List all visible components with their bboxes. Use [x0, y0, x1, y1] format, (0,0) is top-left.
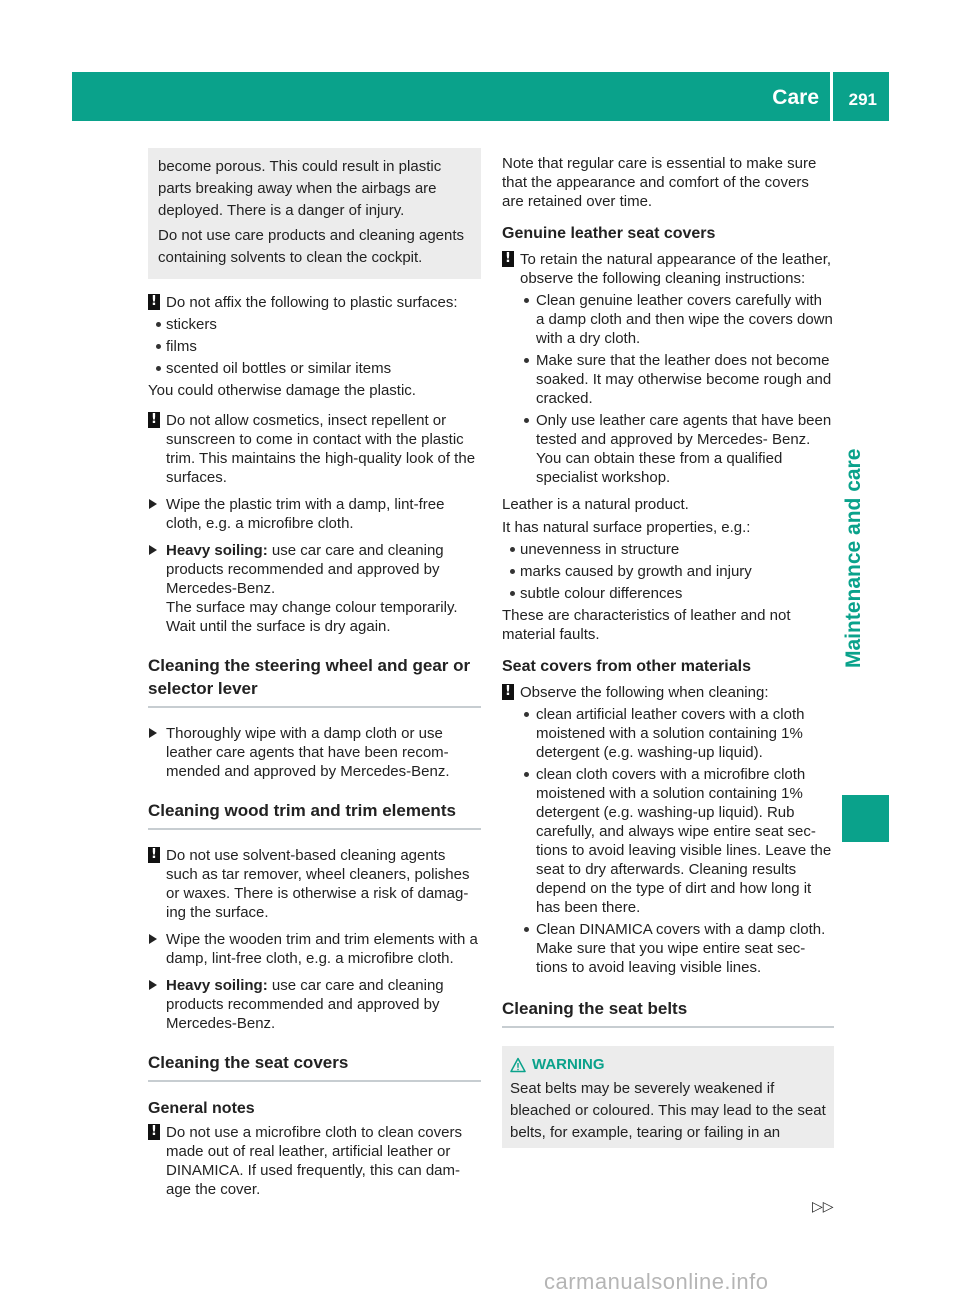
notice-item: [502, 250, 834, 288]
section-heading: Cleaning wood trim and trim elements: [148, 799, 481, 830]
step-text: Thoroughly wipe with a damp cloth or use leather care agents that have been recom- mended and approved by Mercedes-Benz.: [166, 725, 450, 780]
note-box: [148, 148, 481, 279]
paragraph: You could otherwise damage the plastic.: [148, 382, 416, 399]
warning-text: Seat belts may be severely weakened if bleached or coloured. This may lead to the seat belts, for example, tearing or failing in an: [510, 1080, 826, 1141]
arrow-icon: [149, 980, 157, 990]
exclamation-icon: !: [148, 294, 160, 310]
instruction-step: [148, 930, 481, 968]
arrow-icon: [149, 499, 157, 509]
exclamation-icon: !: [148, 412, 160, 428]
list-item: Clean genuine leather covers carefully with a damp cloth and then wipe the covers down with a dry cloth.: [502, 291, 834, 348]
list-item: Clean DINAMICA covers with a damp cloth. Make sure that you wipe entire seat sec- tions to avoid leaving visible lines.: [502, 920, 834, 977]
notice-item: [148, 411, 481, 487]
paragraph: It has natural surface properties, e.g.:: [502, 519, 751, 536]
instruction-step: [148, 976, 481, 1033]
list-item: scented oil bottles or similar items: [148, 359, 481, 378]
list-item: Only use leather care agents that have been tested and approved by Mercedes- Benz. You can obtain these from a qualified specialist workshop.: [502, 411, 834, 487]
warning-box: [502, 1046, 834, 1148]
notice-item: [148, 846, 481, 922]
note-text: Do not use care products and cleaning agents containing solvents to clean the cockpit.: [158, 227, 465, 266]
list-item: subtle colour differences: [502, 584, 834, 603]
warning-triangle-icon: [510, 1057, 526, 1073]
step-note: The surface may change colour temporarily.: [166, 599, 458, 616]
notice-item: [148, 293, 481, 312]
subsection-heading: Seat covers from other materials: [502, 658, 751, 675]
notice-text: Do not use solvent-based cleaning agents such as tar remover, wheel cleaners, polishes or waxes. There is otherwise a risk of damag- ing the surface.: [166, 847, 470, 921]
page-number: 291: [848, 90, 877, 109]
step-emphasis: Heavy soiling:: [166, 977, 268, 994]
list-item: marks caused by growth and injury: [502, 562, 834, 581]
header-bar: [72, 72, 889, 121]
subsection-heading: Genuine leather seat covers: [502, 225, 716, 242]
arrow-icon: [149, 728, 157, 738]
continue-arrows-icon: ▷▷: [812, 1199, 834, 1215]
right-column: [502, 148, 834, 1148]
instruction-step: [148, 541, 481, 636]
list-item: unevenness in structure: [502, 540, 834, 559]
step-text: Wipe the wooden trim and trim elements with a damp, lint-free cloth, e.g. a microfibre cloth.: [166, 931, 478, 967]
notice-text: Observe the following when cleaning:: [520, 684, 769, 701]
exclamation-icon: !: [502, 684, 514, 700]
header-divider: [830, 72, 833, 121]
list-item: clean cloth covers with a microfibre cloth moistened with a solution containing 1% detergent (e.g. washing-up liquid). Rub carefully, and always wipe entire seat sec- tions to avoid leaving visible lines. Leave the seat to dry afterwards. Cleaning results depend on the type of dirt and how long it has been there.: [502, 765, 834, 917]
step-text: Wipe the plastic trim with a damp, lint-free cloth, e.g. a microfibre cloth.: [166, 496, 445, 532]
bullet-list: [502, 540, 834, 603]
instruction-step: [148, 724, 481, 781]
section-heading: Cleaning the seat covers: [148, 1051, 481, 1082]
paragraph: Leather is a natural product.: [502, 496, 689, 513]
paragraph: These are characteristics of leather and not material faults.: [502, 607, 791, 643]
left-column: [148, 148, 481, 1199]
arrow-icon: [149, 545, 157, 555]
exclamation-icon: !: [148, 847, 160, 863]
warning-title: WARNING: [532, 1056, 605, 1073]
step-text: use car care and cleaning products recommended and approved by Mercedes-Benz.: [166, 542, 444, 597]
bullet-list: [502, 705, 834, 977]
exclamation-icon: !: [148, 1124, 160, 1140]
side-tab-marker: [842, 795, 889, 842]
list-item: clean artificial leather covers with a cloth moistened with a solution containing 1% detergent (e.g. washing-up liquid).: [502, 705, 834, 762]
subsection-heading: General notes: [148, 1100, 255, 1117]
exclamation-icon: !: [502, 251, 514, 267]
section-heading: Cleaning the seat belts: [502, 997, 834, 1028]
arrow-icon: [149, 934, 157, 944]
warning-header: [510, 1054, 826, 1076]
step-note: Wait until the surface is dry again.: [166, 618, 391, 635]
notice-text: To retain the natural appearance of the leather, observe the following cleaning instructions:: [520, 251, 832, 287]
note-text: become porous. This could result in plastic parts breaking away when the airbags are deployed. There is a danger of injury.: [158, 158, 442, 219]
section-heading: Cleaning the steering wheel and gear or selector lever: [148, 654, 481, 708]
list-item: Make sure that the leather does not become soaked. It may otherwise become rough and cracked.: [502, 351, 834, 408]
notice-text: Do not allow cosmetics, insect repellent or sunscreen to come in contact with the plastic trim. This maintains the high-quality look of the surfaces.: [166, 412, 476, 486]
list-item: films: [148, 337, 481, 356]
bullet-list: [148, 315, 481, 378]
list-item: stickers: [148, 315, 481, 334]
instruction-step: [148, 495, 481, 533]
step-emphasis: Heavy soiling:: [166, 542, 268, 559]
bullet-list: [502, 291, 834, 487]
notice-text: Do not affix the following to plastic surfaces:: [166, 294, 458, 311]
step-text: use car care and cleaning products recommended and approved by Mercedes-Benz.: [166, 977, 444, 1032]
paragraph: Note that regular care is essential to make sure that the appearance and comfort of the covers are retained over time.: [502, 155, 817, 210]
side-tab-label: Maintenance and care: [842, 448, 865, 668]
section-title: Care: [772, 86, 819, 109]
notice-item: [148, 1123, 481, 1199]
watermark: carmanualsonline.info: [544, 1269, 769, 1294]
notice-text: Do not use a microfibre cloth to clean covers made out of real leather, artificial leather or DINAMICA. If used frequently, this can dam- age the cover.: [166, 1124, 462, 1198]
notice-item: [502, 683, 834, 702]
